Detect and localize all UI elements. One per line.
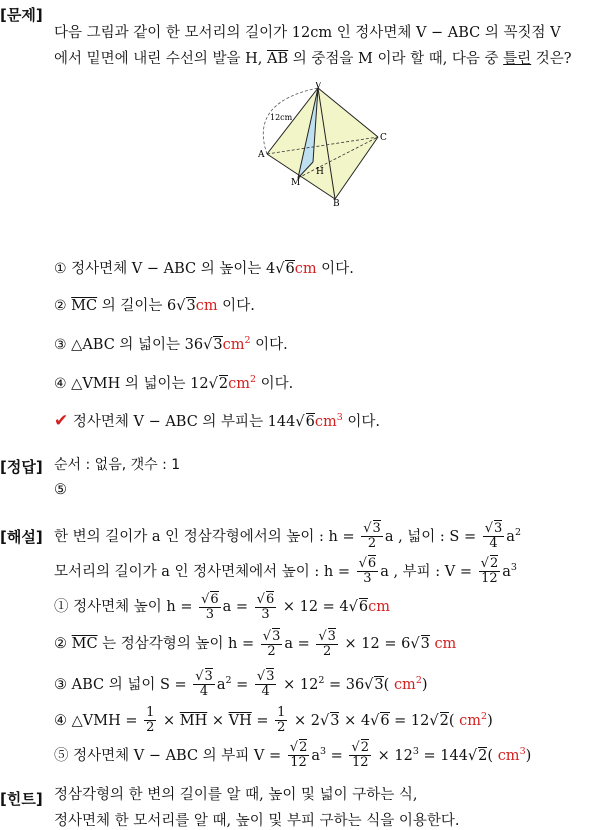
option-5-tail: 이다. [342, 414, 380, 430]
point-m-label: M [291, 178, 301, 188]
option-3-mark: ③ [54, 337, 67, 353]
tetrahedron-figure [255, 82, 395, 207]
explanation-line2: 모서리의 길이가 a 인 정사면체에서 높이 : h = $\frac{√6}{3}$ a , 부피 : V = $\frac{√2}{12}$ $a^3$ [54, 556, 517, 587]
option-1-mark: ① [54, 261, 67, 277]
option-5[interactable]: ✔ 정사면체 V − ABC 의 부피는 $144√6cm^3$ 이다. [54, 411, 380, 431]
explanation-label: [해설] [0, 528, 43, 546]
problem-label: [문제] [0, 6, 43, 24]
option-5-unit: cm [314, 414, 337, 430]
option-5-exponent: 3 [336, 412, 343, 424]
option-3[interactable]: ③ △ABC 의 넓이는 $36√3cm^2$ 이다. [54, 335, 288, 353]
option-4-text: △VMH 의 넓이는 12 [71, 376, 209, 392]
option-1-text: 정사면체 V − ABC 의 높이는 4 [71, 261, 276, 277]
vertex-a-label: A [258, 150, 265, 160]
problem-text-line2: 에서 밑면에 내린 수선의 발을 H, $\overline{AB}$ 의 중점을 M 이라 할 때, 다음 중 틀린 것은? [54, 51, 572, 67]
option-4-mark: ④ [54, 376, 67, 392]
point-h-label: H [316, 167, 324, 177]
option-2-radicand: 3 [186, 298, 196, 314]
vertex-b-label: B [333, 199, 340, 207]
option-2-mark: ② [54, 298, 67, 314]
option-3-tail: 이다. [250, 337, 288, 353]
explanation-line7: ⑤ 정사면체 V − ABC 의 부피 V = $\frac{√2}{12}$ $a^3$ = $\frac{√2}{12}$ × $12^3 = 144√2$( $cm^3$) [54, 740, 532, 771]
option-4-radicand: 2 [218, 376, 229, 392]
explanation-line5: ③ ABC 의 넓이 S = $\frac{√3}{4}$ $a^2$ = $\frac{√3}{4}$ × $12^2 = 36√3$( $cm^2$) [54, 669, 428, 700]
option-5-text: 정사면체 V − ABC 의 부피는 144 [72, 414, 296, 430]
hint-label: [힌트] [0, 790, 43, 808]
option-3-radicand: 3 [213, 337, 223, 353]
answer-order: 순서 : 없음, 갯수 : 1 [54, 457, 181, 473]
option-2-unit: cm [195, 298, 218, 314]
option-1-radicand: 6 [285, 261, 295, 277]
option-2-segment: $\overline{MC}$ [71, 298, 98, 314]
option-4-exponent: 2 [249, 374, 256, 386]
option-4-tail: 이다. [256, 376, 294, 392]
option-2[interactable]: ② $\overline{MC}$ 의 길이는 6√3cm 이다. [54, 298, 255, 314]
vertex-v-label: V [315, 82, 322, 91]
answer-value: ⑤ [54, 482, 67, 498]
explanation-line3: ① 정사면체 높이 h = $\frac{√6}{3}$ a = $\frac{√6}{3}$ × 12 = 4√6cm [54, 591, 391, 622]
tetrahedron-face [267, 88, 378, 199]
check-mark-icon: ✔ [54, 411, 69, 431]
problem-text-line1: 다음 그림과 같이 한 모서리의 길이가 12cm 인 정사면체 V − ABC 의 꼭짓점 V [54, 25, 561, 41]
option-1-tail: 이다. [316, 261, 354, 277]
explanation-line4: ② $\overline{MC}$ 는 정삼각형의 높이 h = $\frac{√3}{2}$ a = $\frac{√3}{2}$ × 12 = 6√3 cm [54, 628, 457, 659]
option-4-unit: cm [228, 376, 250, 392]
option-3-unit: cm [222, 337, 245, 353]
edge-length-label: 12cm [270, 113, 293, 122]
option-4[interactable]: ④ △VMH 의 넓이는 $12√2cm^2$ 이다. [54, 374, 294, 392]
option-2-text: 의 길이는 6 [97, 298, 177, 314]
option-3-exponent: 2 [244, 335, 251, 347]
option-5-radicand: 6 [305, 414, 315, 430]
option-1-unit: cm [294, 261, 317, 277]
option-1[interactable]: ① 정사면체 V − ABC 의 높이는 4√6cm 이다. [54, 261, 354, 277]
hint-line2: 정사면체 한 모서리를 알 때, 높이 및 부피 구하는 식을 이용한다. [54, 813, 460, 829]
answer-label: [정답] [0, 458, 43, 476]
option-2-tail: 이다. [217, 298, 255, 314]
explanation-line6: ④ △VMH = $\frac{1}{2}$ × $\overline{MH} \times \overline{VH}$ = $\frac{1}{2}$ × 2√3 × 4√6 = 12√2( $cm^2$) [54, 705, 493, 736]
hint-line1: 정삼각형의 한 변의 길이를 알 때, 높이 및 넓이 구하는 식, [54, 787, 418, 803]
explanation-line1: 한 변의 길이가 a 인 정삼각형에서의 높이 : h = $\frac{√3}{2}$ a , 넓이 : S = $\frac{√3}{4}$ $a^2$ [54, 521, 521, 552]
vertex-c-label: C [380, 133, 387, 143]
option-3-text: △ABC 의 넓이는 36 [71, 337, 204, 353]
